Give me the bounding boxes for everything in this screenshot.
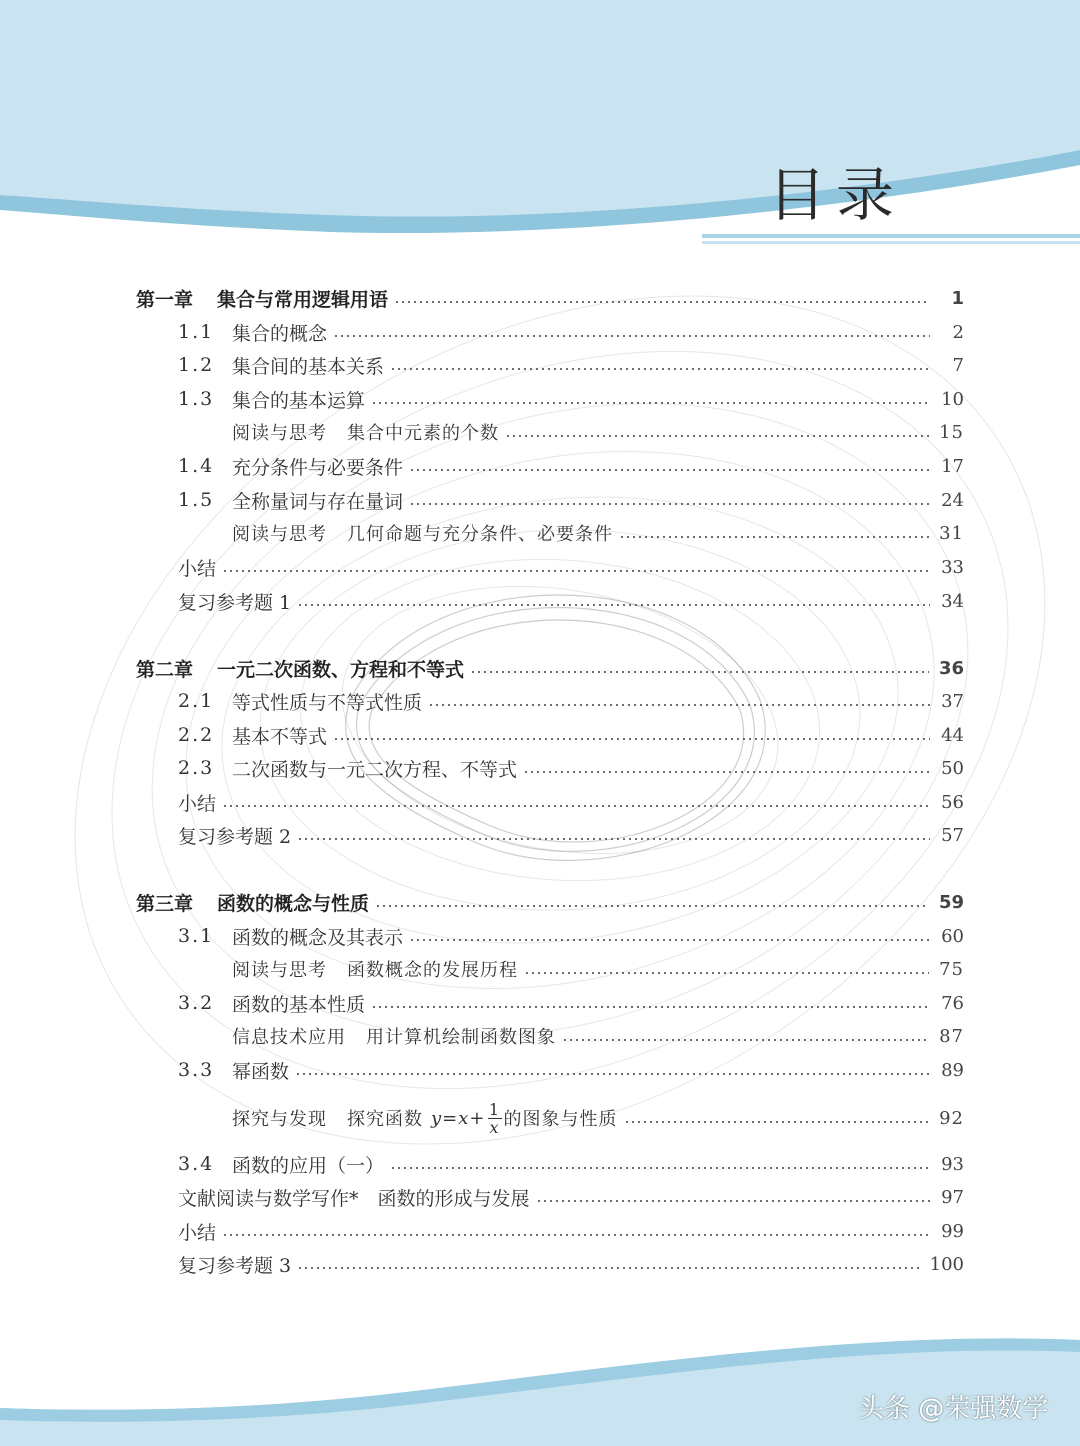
- section-number: 2.2: [178, 724, 215, 746]
- dot-leader: [297, 838, 930, 840]
- toc-sub-reading-1[interactable]: [232, 417, 964, 447]
- dot-leader: [390, 368, 930, 370]
- section-title: 函数的概念及其表示: [232, 926, 404, 949]
- toc-sub-reading-2[interactable]: [232, 518, 964, 548]
- dot-leader: [295, 1073, 930, 1075]
- sub-label: 阅读与思考: [232, 423, 327, 444]
- title-underline-secondary: [702, 241, 1080, 244]
- sub-title-prefix: 探究函数: [347, 1109, 423, 1130]
- chapter-label: 第二章: [136, 658, 194, 681]
- page-number: 15: [939, 421, 964, 443]
- section-number: 1.4: [178, 455, 215, 477]
- page-number: 24: [941, 489, 964, 511]
- page-number: 57: [941, 824, 964, 846]
- page-number: 37: [941, 690, 964, 712]
- dot-leader: [524, 972, 929, 974]
- toc-sub-explore[interactable]: [232, 1096, 964, 1140]
- dot-leader: [536, 1200, 930, 1202]
- section-number: 3.3: [178, 1059, 215, 1081]
- page-number: 93: [941, 1153, 964, 1175]
- dot-leader: [619, 536, 929, 538]
- chapter-label: 第三章: [136, 892, 194, 915]
- chapter-title: 函数的概念与性质: [217, 892, 370, 915]
- page-number: 92: [939, 1107, 964, 1129]
- section-number: 1.2: [178, 354, 215, 376]
- page-number: 7: [952, 354, 964, 376]
- section-title: 全称量词与存在量词: [232, 490, 404, 513]
- section-number: 1.1: [178, 321, 215, 343]
- title-underline: [702, 234, 1080, 238]
- formula-equals: =: [442, 1107, 459, 1129]
- section-title: 函数的基本性质: [232, 993, 366, 1016]
- fraction-denominator: x: [489, 1117, 500, 1137]
- page-number: 56: [941, 791, 964, 813]
- section-number: 1.3: [178, 388, 215, 410]
- sub-label: 阅读与思考: [232, 960, 327, 981]
- toc-chapter-1[interactable]: [136, 283, 964, 313]
- page-number: 100: [929, 1253, 964, 1275]
- toc-review-2[interactable]: [178, 820, 964, 850]
- dot-leader: [333, 738, 930, 740]
- page-number: 99: [941, 1220, 964, 1242]
- dot-leader: [562, 1039, 929, 1041]
- page-number: 10: [941, 388, 964, 410]
- toc-sub-it-application[interactable]: [232, 1021, 964, 1051]
- dot-leader: [222, 805, 930, 807]
- section-title: 等式性质与不等式性质: [232, 691, 423, 714]
- toc-section-2-2[interactable]: [178, 720, 964, 750]
- sub-label: 阅读与思考: [232, 524, 327, 545]
- page-number: 33: [941, 556, 964, 578]
- sub-title: 函数概念的发展历程: [347, 960, 518, 981]
- section-title: 集合的概念: [232, 322, 328, 345]
- toc-section-3-1[interactable]: [178, 921, 964, 951]
- section-title: 幂函数: [232, 1060, 290, 1083]
- page-number: 34: [941, 590, 964, 612]
- page-number: 76: [941, 992, 964, 1014]
- dot-leader: [222, 1234, 930, 1236]
- dot-leader: [409, 939, 930, 941]
- dot-leader: [222, 570, 930, 572]
- dot-leader: [523, 771, 930, 773]
- page-number: 2: [952, 321, 964, 343]
- toc-section-3-2[interactable]: [178, 988, 964, 1018]
- page-number: 75: [939, 958, 964, 980]
- page-number: 87: [939, 1025, 964, 1047]
- dot-leader: [371, 402, 930, 404]
- dot-leader: [371, 1006, 930, 1008]
- sub-title: 集合中元素的个数: [347, 423, 499, 444]
- section-number: 3.4: [178, 1153, 215, 1175]
- page-number: 60: [941, 925, 964, 947]
- toc-section-1-1[interactable]: [178, 317, 964, 347]
- dot-leader: [409, 503, 930, 505]
- watermark: 头条 @荣强数学: [858, 1394, 1049, 1424]
- toc-section-1-4[interactable]: [178, 451, 964, 481]
- toc-section-1-5[interactable]: [178, 485, 964, 515]
- chapter-title: 集合与常用逻辑用语: [217, 288, 389, 311]
- toc-section-1-3[interactable]: [178, 384, 964, 414]
- section-title: 函数的应用（一）: [232, 1154, 385, 1177]
- sub-label: 探究与发现: [232, 1109, 327, 1130]
- toc-chapter-2[interactable]: [136, 653, 964, 683]
- toc-section-3-3[interactable]: [178, 1055, 964, 1085]
- section-title: 集合的基本运算: [232, 389, 366, 412]
- item-title: 复习参考题 2: [178, 825, 292, 848]
- item-title: 文献阅读与数学写作* 函数的形成与发展: [178, 1187, 530, 1210]
- page-number: 89: [941, 1059, 964, 1081]
- sub-title-suffix: 的图象与性质: [503, 1109, 618, 1130]
- toc-section-3-4[interactable]: [178, 1149, 964, 1179]
- toc-chapter-3[interactable]: [136, 887, 964, 917]
- toc-summary-2[interactable]: [178, 787, 964, 817]
- section-title: 充分条件与必要条件: [232, 456, 404, 479]
- sub-title: 用计算机绘制函数图象: [366, 1027, 556, 1048]
- section-number: 3.1: [178, 925, 215, 947]
- formula-plus: +: [469, 1107, 486, 1129]
- section-title: 集合间的基本关系: [232, 355, 385, 378]
- dot-leader: [624, 1121, 930, 1123]
- item-title: 小结: [178, 792, 217, 815]
- toc-section-2-3[interactable]: [178, 753, 964, 783]
- page-title: 目录: [768, 161, 905, 229]
- page-number: 1: [951, 287, 964, 309]
- dot-leader: [505, 435, 929, 437]
- page-number: 50: [941, 757, 964, 779]
- dot-leader: [333, 335, 930, 337]
- toc-sub-reading-3[interactable]: [232, 954, 964, 984]
- page-number: 17: [941, 455, 964, 477]
- dot-leader: [390, 1167, 930, 1169]
- section-title: 基本不等式: [232, 725, 328, 748]
- dot-leader: [470, 671, 929, 673]
- section-number: 2.1: [178, 690, 215, 712]
- toc-summary-3[interactable]: [178, 1216, 964, 1246]
- item-title: 复习参考题 3: [178, 1254, 292, 1277]
- toc-section-2-1[interactable]: [178, 686, 964, 716]
- page-number: 44: [941, 724, 964, 746]
- sub-label: 信息技术应用: [232, 1027, 346, 1048]
- chapter-title: 一元二次函数、方程和不等式: [217, 658, 465, 681]
- section-number: 1.5: [178, 489, 215, 511]
- dot-leader: [297, 604, 930, 606]
- item-title: 小结: [178, 557, 217, 580]
- section-number: 2.3: [178, 757, 215, 779]
- fraction-numerator: 1: [488, 1099, 501, 1119]
- toc-review-1[interactable]: [178, 586, 964, 616]
- page-number: 97: [941, 1186, 964, 1208]
- page-number: 31: [939, 522, 964, 544]
- page-number: 59: [938, 891, 964, 913]
- section-number: 3.2: [178, 992, 215, 1014]
- item-title: 小结: [178, 1221, 217, 1244]
- formula-fraction: [488, 1101, 502, 1136]
- formula-lhs: y: [431, 1107, 443, 1129]
- dot-leader: [394, 301, 930, 303]
- toc-literature-reading[interactable]: [178, 1182, 964, 1212]
- dot-leader: [409, 469, 930, 471]
- toc-section-1-2[interactable]: [178, 350, 964, 380]
- formula-x: x: [458, 1107, 470, 1129]
- chapter-label: 第一章: [136, 288, 194, 311]
- page-number: 36: [938, 657, 964, 679]
- section-title: 二次函数与一元二次方程、不等式: [232, 758, 518, 781]
- dot-leader: [428, 704, 930, 706]
- toc-review-3[interactable]: [178, 1249, 964, 1279]
- item-title: 复习参考题 1: [178, 591, 292, 614]
- dot-leader: [375, 905, 929, 907]
- dot-leader: [297, 1267, 920, 1269]
- sub-title: 几何命题与充分条件、必要条件: [347, 524, 613, 545]
- toc-summary-1[interactable]: [178, 552, 964, 582]
